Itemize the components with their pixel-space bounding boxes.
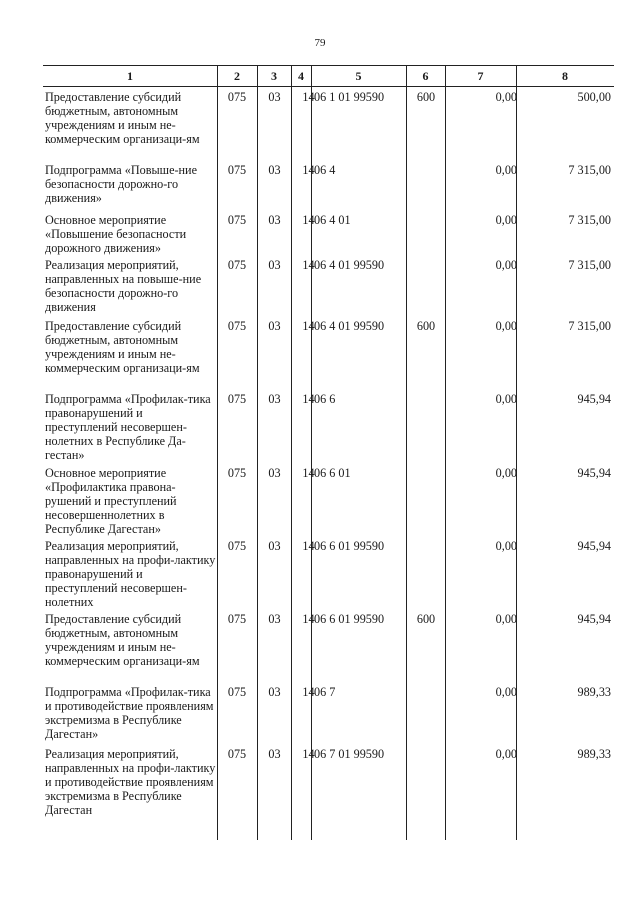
row-section: 03 xyxy=(268,213,281,227)
row-col8: 7 315,00 xyxy=(568,163,611,177)
row-section: 03 xyxy=(268,539,281,553)
row-name: Реализация мероприятий, направленных на профи-лактику и противодействие проявлениям экстремизма в Республике Дагестан xyxy=(45,747,216,817)
row-expense-type: 600 xyxy=(416,612,436,626)
row-col7: 0,00 xyxy=(495,163,517,177)
row-col7: 0,00 xyxy=(495,90,517,104)
row-subsection: 14 xyxy=(302,747,315,761)
row-subsection: 14 xyxy=(302,392,315,406)
row-target-code: 06 7 xyxy=(314,685,336,699)
row-section: 03 xyxy=(268,319,281,333)
row-subsection: 14 xyxy=(302,213,315,227)
row-section: 03 xyxy=(268,612,281,626)
row-admin-code: 075 xyxy=(227,539,247,553)
row-section: 03 xyxy=(268,258,281,272)
row-name: Реализация мероприятий, направленных на повыше-ние безопасности дорожно-го движения xyxy=(45,258,202,314)
row-col8: 7 315,00 xyxy=(568,258,611,272)
row-name: Подпрограмма «Профилак-тика и противодействие проявлениям экстремизма в Республике Дагестан» xyxy=(45,685,214,741)
row-col8: 7 315,00 xyxy=(568,319,611,333)
column-divider xyxy=(445,65,446,840)
row-target-code: 06 6 01 99590 xyxy=(314,612,385,626)
row-col8: 7 315,00 xyxy=(568,213,611,227)
row-col8: 945,94 xyxy=(577,612,611,626)
row-target-code: 06 6 xyxy=(314,392,336,406)
row-subsection: 14 xyxy=(302,539,315,553)
header-col-2: 2 xyxy=(234,69,240,83)
row-section: 03 xyxy=(268,163,281,177)
row-subsection: 14 xyxy=(302,258,315,272)
row-name: Подпрограмма «Профилак-тика правонарушений и преступлений несовершен-нолетних в Республике Да-гестан» xyxy=(45,392,211,462)
row-admin-code: 075 xyxy=(227,392,247,406)
header-col-8: 8 xyxy=(562,69,568,83)
column-divider xyxy=(516,65,517,840)
row-section: 03 xyxy=(268,466,281,480)
row-admin-code: 075 xyxy=(227,163,247,177)
row-col7: 0,00 xyxy=(495,319,517,333)
row-col8: 989,33 xyxy=(577,747,611,761)
row-name: Предоставление субсидий бюджетным, автономным учреждениям и иным не-коммерческим организаци-ям xyxy=(45,319,200,375)
row-name: Предоставление субсидий бюджетным, автономным учреждениям и иным не-коммерческим организаци-ям xyxy=(45,612,200,668)
header-col-7: 7 xyxy=(477,69,484,83)
header-col-6: 6 xyxy=(422,69,429,83)
row-name: Основное мероприятие «Профилактика правона-рушений и преступлений несовершеннолетних в Республике Дагестан» xyxy=(45,466,177,536)
page-number: 79 xyxy=(314,37,326,49)
row-target-code: 06 6 01 xyxy=(314,466,351,480)
row-col8: 500,00 xyxy=(577,90,611,104)
row-expense-type: 600 xyxy=(416,90,436,104)
row-target-code: 06 4 01 99590 xyxy=(314,319,385,333)
column-divider xyxy=(257,65,258,840)
row-section: 03 xyxy=(268,90,281,104)
row-subsection: 14 xyxy=(302,685,315,699)
row-name: Предоставление субсидий бюджетным, автономным учреждениям и иным не-коммерческим организаци-ям xyxy=(45,90,200,146)
row-admin-code: 075 xyxy=(227,466,247,480)
row-admin-code: 075 xyxy=(227,90,247,104)
row-col7: 0,00 xyxy=(495,213,517,227)
column-divider xyxy=(311,65,312,840)
row-target-code: 06 4 xyxy=(314,163,336,177)
column-divider xyxy=(406,65,407,840)
row-name: Подпрограмма «Повыше-ние безопасности дорожно-го движения» xyxy=(45,163,197,205)
header-col-1: 1 xyxy=(127,69,133,83)
row-target-code: 06 6 01 99590 xyxy=(314,539,385,553)
row-name: Реализация мероприятий, направленных на профи-лактику правонарушений и преступлений несовершен-нолетних xyxy=(45,539,216,609)
row-target-code: 06 4 01 xyxy=(314,213,351,227)
row-col7: 0,00 xyxy=(495,539,517,553)
row-admin-code: 075 xyxy=(227,612,247,626)
row-section: 03 xyxy=(268,392,281,406)
row-col7: 0,00 xyxy=(495,466,517,480)
row-col8: 989,33 xyxy=(577,685,611,699)
row-col7: 0,00 xyxy=(495,392,517,406)
row-section: 03 xyxy=(268,685,281,699)
row-target-code: 06 1 01 99590 xyxy=(314,90,385,104)
row-col7: 0,00 xyxy=(495,747,517,761)
row-subsection: 14 xyxy=(302,612,315,626)
row-subsection: 14 xyxy=(302,466,315,480)
column-divider xyxy=(217,65,218,840)
row-subsection: 14 xyxy=(302,319,315,333)
header-col-5: 5 xyxy=(355,69,362,83)
budget-table xyxy=(43,65,614,840)
row-target-code: 06 7 01 99590 xyxy=(314,747,385,761)
row-admin-code: 075 xyxy=(227,319,247,333)
row-col7: 0,00 xyxy=(495,612,517,626)
row-name: Основное мероприятие «Повышение безопасности дорожного движения» xyxy=(45,213,187,255)
row-admin-code: 075 xyxy=(227,685,247,699)
column-divider xyxy=(291,65,292,840)
row-col8: 945,94 xyxy=(577,392,611,406)
row-section: 03 xyxy=(268,747,281,761)
row-col8: 945,94 xyxy=(577,539,611,553)
row-subsection: 14 xyxy=(302,163,315,177)
row-admin-code: 075 xyxy=(227,258,247,272)
header-col-3: 3 xyxy=(271,69,277,83)
row-admin-code: 075 xyxy=(227,747,247,761)
row-target-code: 06 4 01 99590 xyxy=(314,258,385,272)
row-admin-code: 075 xyxy=(227,213,247,227)
row-col8: 945,94 xyxy=(577,466,611,480)
header-bottom-border xyxy=(43,86,614,87)
row-expense-type: 600 xyxy=(416,319,436,333)
row-col7: 0,00 xyxy=(495,685,517,699)
row-col7: 0,00 xyxy=(495,258,517,272)
header-col-4: 4 xyxy=(298,69,304,83)
row-subsection: 14 xyxy=(302,90,315,104)
